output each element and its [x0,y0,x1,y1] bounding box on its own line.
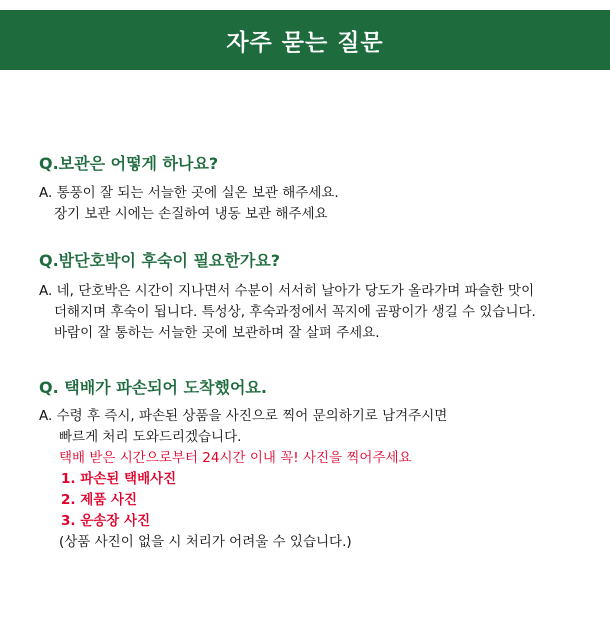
faq-answer-ripening [39,281,536,344]
answer-line: A. 통풍이 잘 되는 서늘한 곳에 실온 보관 해주세요. [39,185,339,201]
answer-line: 바람이 잘 통하는 서늘한 곳에 보관하며 잘 살펴 주세요. [54,325,380,341]
faq-answer-damaged-delivery [39,406,447,553]
required-photo-item: 1. 파손된 택배사진 [61,471,177,487]
answer-line: 더해지며 후숙이 됩니다. 특성상, 후숙과정에서 꼭지에 곰팡이가 생길 수 있습니다. [54,304,536,320]
required-photo-item: 2. 제품 사진 [61,492,138,508]
answer-line: A. 수령 후 즉시, 파손된 상품을 사진으로 찍어 문의하기로 남겨주시면 [39,408,448,424]
footnote: (상품 사진이 없을 시 처리가 어려울 수 있습니다.) [59,534,352,550]
answer-line: 빠르게 처리 도와드리겠습니다. [59,429,242,445]
faq-question-damaged-delivery: Q. 택배가 파손되어 도착했어요. [39,378,267,397]
required-photo-item: 3. 운송장 사진 [61,513,151,529]
faq-question-ripening: Q.밤단호박이 후숙이 필요한가요? [39,251,281,270]
page-title: 자주 묻는 질문 [226,29,384,56]
faq-answer-storage [39,183,339,225]
answer-line: 장기 보관 시에는 손질하여 냉동 보관 해주세요 [54,206,328,222]
answer-line: A. 네, 단호박은 시간이 지나면서 수분이 서서히 날아가 당도가 올라가며 파슬한 맛이 [39,283,535,299]
faq-question-storage: Q.보관은 어떻게 하나요? [39,154,219,173]
photo-deadline-notice: 택배 받은 시간으로부터 24시간 이내 꼭! 사진을 찍어주세요 [59,450,412,466]
faq-header-banner [0,10,610,70]
